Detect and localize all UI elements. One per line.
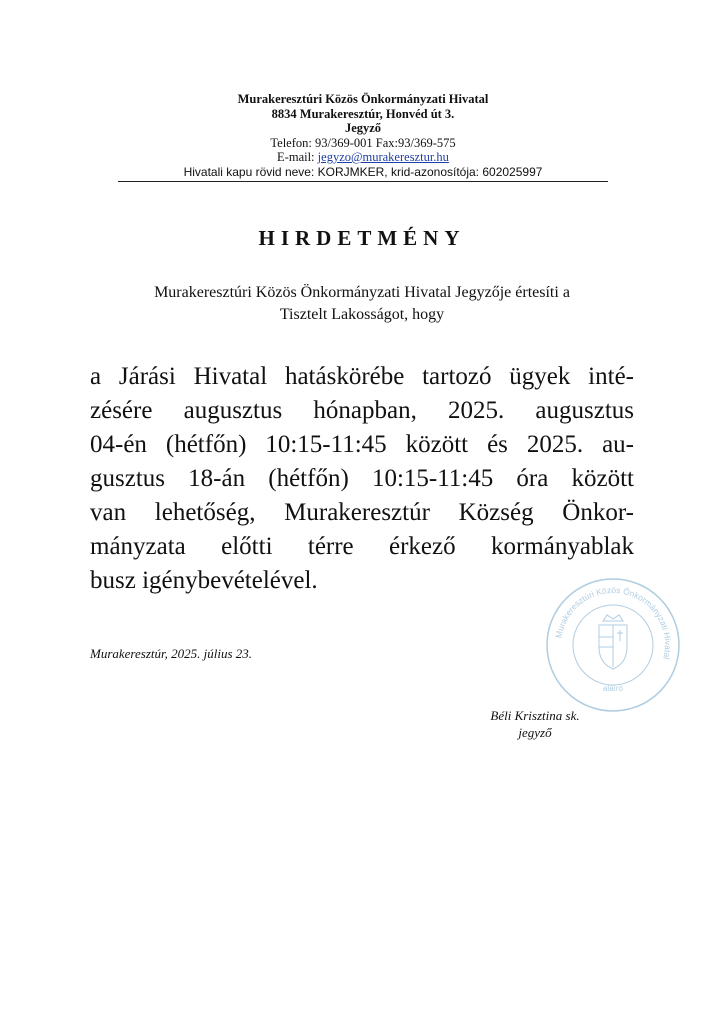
letterhead-divider xyxy=(118,181,608,182)
email-link[interactable]: jegyzo@murakeresztur.hu xyxy=(317,150,449,164)
gateway-info: Hivatali kapu rövid neve: KORJMKER, krid-azonosítója: 602025997 xyxy=(183,164,543,179)
announcement-body xyxy=(90,360,634,598)
body-line: gusztus 18-án (hétfőn) 10:15-11:45 óra között xyxy=(90,465,634,492)
body-line: a Járási Hivatal hatáskörébe tartozó ügyek inté- xyxy=(90,363,634,390)
intro-line-1: Murakeresztúri Közös Önkormányzati Hivatal Jegyzője értesíti a xyxy=(154,284,570,301)
body-line: busz igénybevételével. xyxy=(90,567,318,594)
intro-paragraph xyxy=(90,282,634,326)
seal-bottom-text: aláíró xyxy=(602,684,624,693)
letterhead xyxy=(118,92,608,179)
phone-fax: Telefon: 93/369-001 Fax:93/369-575 xyxy=(270,135,456,150)
office-role: Jegyző xyxy=(344,121,382,135)
seal-ring-text: Murakeresztúri Közös Önkormányzati Hivatal xyxy=(553,584,674,661)
office-name: Murakeresztúri Közös Önkormányzati Hivatal xyxy=(237,92,489,106)
coat-of-arms-icon xyxy=(599,615,627,669)
office-address: 8834 Murakeresztúr, Honvéd út 3. xyxy=(271,106,455,121)
body-line: mányzata előtti térre érkező kormányablak xyxy=(90,533,634,560)
document-title: HIRDETMÉNY xyxy=(258,226,466,250)
email-line xyxy=(118,150,608,165)
signatory-title: jegyző xyxy=(518,725,552,740)
signatory-name: Béli Krisztina sk. xyxy=(490,708,580,723)
official-seal xyxy=(543,575,683,715)
body-line: zésére augusztus hónapban, 2025. augusztus xyxy=(90,397,634,424)
place-and-date: Murakeresztúr, 2025. július 23. xyxy=(90,646,253,661)
body-line: van lehetőség, Murakeresztúr Község Önkor- xyxy=(90,499,634,526)
email-label: E-mail: xyxy=(277,150,318,164)
signature-block xyxy=(470,707,600,741)
intro-line-2: Tisztelt Lakosságot, hogy xyxy=(279,306,445,323)
body-line: 04-én (hétfőn) 10:15-11:45 között és 2025. au- xyxy=(90,431,634,458)
